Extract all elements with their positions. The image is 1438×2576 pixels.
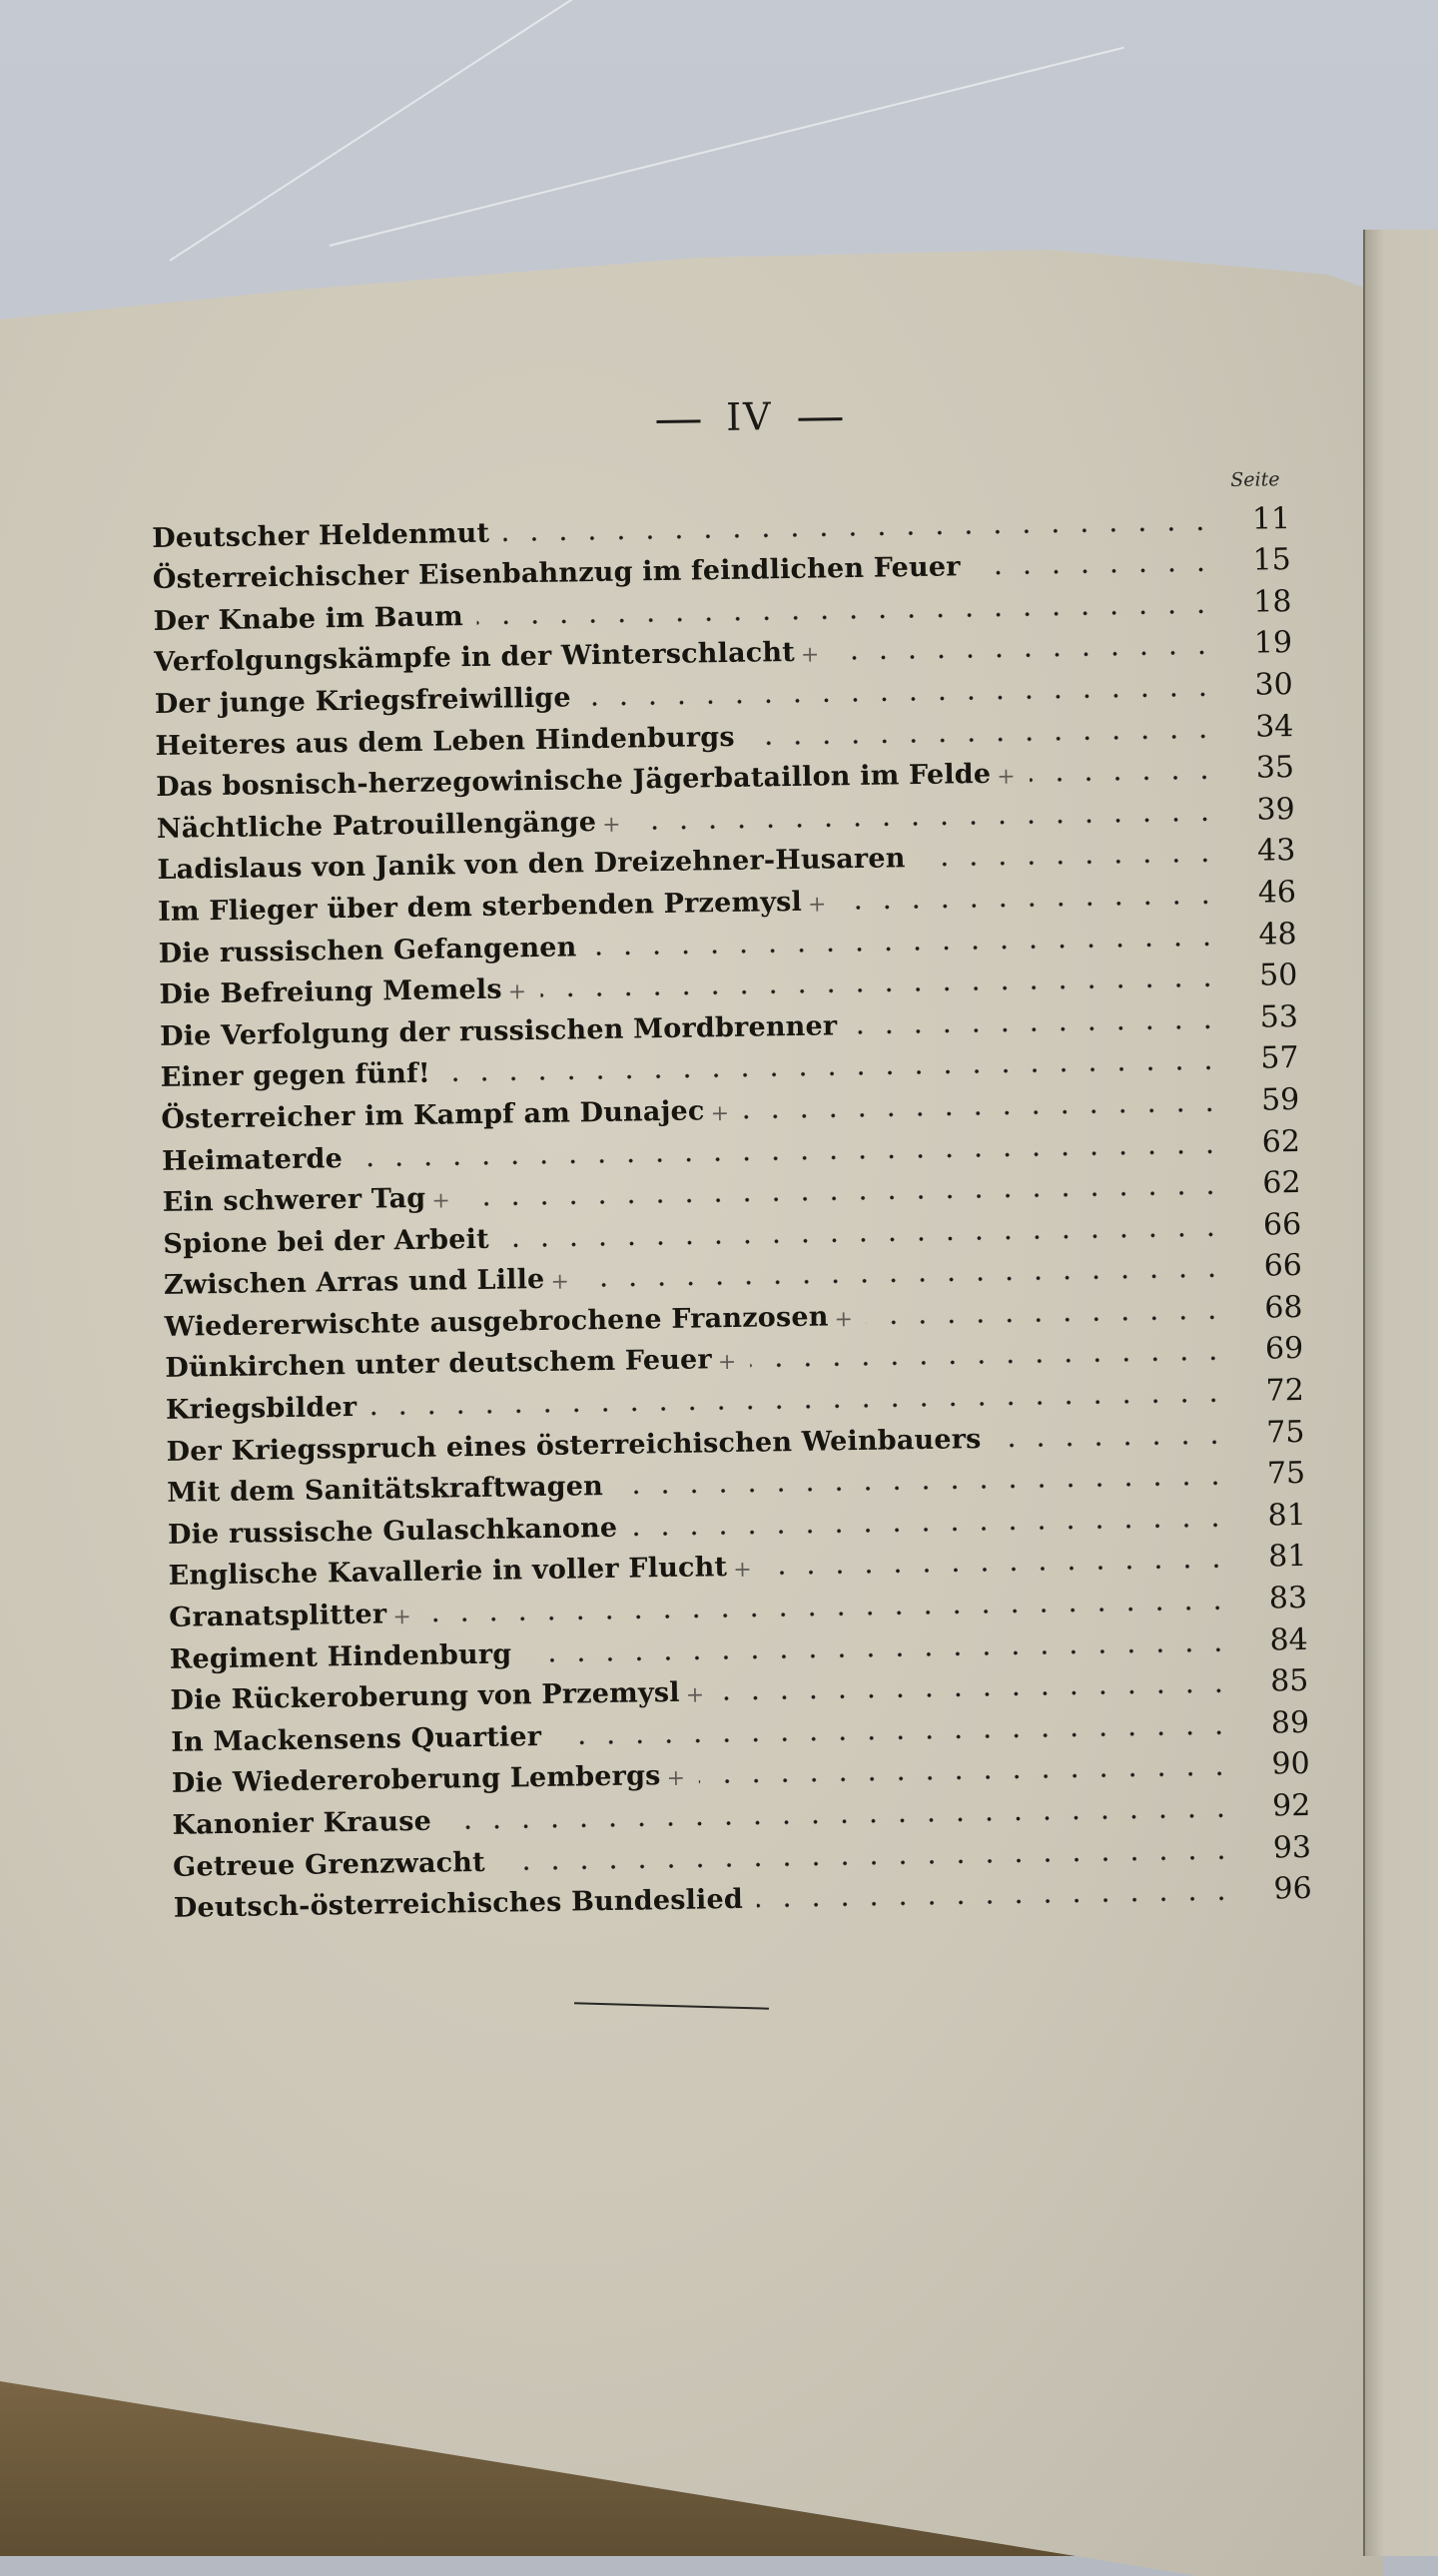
toc-entry-page: 93	[1272, 1829, 1312, 1866]
dot-leader	[635, 817, 1219, 830]
toc-entry-title: In Mackensens Quartier	[170, 1720, 542, 1758]
toc-entry-title: Ladislaus von Janik von den Dreizehner-Husaren	[157, 843, 906, 887]
pencil-cross-mark-icon: +	[431, 1188, 451, 1214]
toc-entry-title: Heimaterde	[161, 1142, 344, 1177]
toc-entry-page: 81	[1267, 1539, 1307, 1575]
dot-leader	[867, 1315, 1227, 1325]
pencil-cross-mark-icon: +	[601, 812, 621, 838]
toc-entry-page: 46	[1257, 874, 1297, 911]
toc-entry-page: 18	[1252, 583, 1292, 620]
toc-entry-title: Granatsplitter	[169, 1599, 387, 1633]
toc-entry-title: Englische Kavallerie in voller Flucht	[168, 1552, 728, 1593]
toc-entry-page: 75	[1266, 1456, 1306, 1492]
toc-entry-title: Ein schwerer Tag	[162, 1182, 426, 1218]
pencil-cross-mark-icon: +	[997, 764, 1016, 790]
toc-entry-page: 15	[1252, 542, 1292, 578]
table-of-contents	[152, 494, 1312, 1924]
toc-entry-page: 66	[1263, 1248, 1303, 1284]
dot-leader	[718, 1688, 1232, 1700]
toc-entry-title: Nächtliche Patrouillengänge	[156, 806, 597, 845]
toc-entry-page: 84	[1269, 1621, 1309, 1658]
toc-entry-page: 48	[1258, 916, 1297, 953]
next-page-edge	[1363, 230, 1438, 2556]
toc-entry-title: Der junge Kriegsfreiwillige	[154, 682, 571, 720]
toc-entry-title: Österreichischer Eisenbahnzug im feindlichen Feuer	[152, 551, 961, 596]
toc-entry-title: Die russischen Gefangenen	[158, 931, 577, 969]
page-column-header: Seite	[1230, 468, 1280, 492]
toc-entry-page: 11	[1251, 500, 1291, 537]
pencil-cross-mark-icon: +	[717, 1350, 737, 1376]
pencil-cross-mark-icon: +	[392, 1605, 412, 1630]
toc-entry-title: Wiedererwischte ausgebrochene Franzosen	[164, 1301, 829, 1343]
toc-entry-title: Der Kriegsspruch eines österreichischen Weinbauers	[166, 1423, 982, 1468]
dot-leader	[840, 900, 1220, 910]
pencil-cross-mark-icon: +	[807, 892, 827, 918]
dot-leader	[757, 1896, 1236, 1908]
pencil-cross-mark-icon: +	[666, 1766, 686, 1792]
dot-leader	[851, 1024, 1222, 1034]
toc-entry-page: 85	[1269, 1663, 1309, 1699]
toc-entry-page: 30	[1254, 667, 1293, 703]
dot-leader	[749, 734, 1218, 745]
pencil-cross-mark-icon: +	[507, 979, 527, 1005]
dot-leader	[699, 1772, 1234, 1784]
dash-right	[799, 417, 843, 421]
dot-leader	[750, 1357, 1227, 1369]
toc-entry-page: 96	[1273, 1871, 1312, 1907]
dot-leader	[766, 1565, 1231, 1576]
toc-entry-page: 35	[1255, 750, 1295, 786]
toc-entry-page: 92	[1271, 1787, 1311, 1824]
dot-leader	[975, 567, 1215, 575]
toc-entry-page: 62	[1262, 1165, 1301, 1201]
toc-entry-title: Die Verfolgung der russischen Mordbrenner	[159, 1009, 838, 1052]
toc-entry-page: 81	[1267, 1497, 1307, 1534]
toc-entry-page: 59	[1260, 1081, 1300, 1118]
toc-entry-title: Heiteres aus dem Leben Hindenburgs	[155, 721, 736, 762]
toc-entry-title: Die Wiedereroberung Lembergs	[171, 1760, 661, 1800]
toc-entry-title: Spione bei der Arbeit	[163, 1223, 489, 1260]
toc-entry-page: 68	[1264, 1289, 1303, 1326]
pencil-cross-mark-icon: +	[710, 1100, 730, 1127]
dash-left	[656, 419, 700, 423]
toc-entry-page: 19	[1253, 625, 1293, 662]
toc-entry-page: 83	[1268, 1580, 1308, 1616]
toc-entry-title: Dünkirchen unter deutschem Feuer	[165, 1344, 713, 1385]
pencil-cross-mark-icon: +	[550, 1269, 570, 1296]
toc-entry-title: Mit dem Sanitätskraftwagen	[167, 1471, 604, 1510]
pencil-cross-mark-icon: +	[733, 1558, 752, 1584]
toc-entry-page: 50	[1258, 958, 1298, 993]
toc-entry-title: Die Rückeroberung von Przemysl	[170, 1677, 680, 1717]
dot-leader	[833, 651, 1216, 661]
toc-entry-title: Österreicher im Kampf am Dunajec	[161, 1095, 705, 1135]
toc-entry-title: Im Flieger über dem sterbenden Przemysl	[157, 886, 803, 928]
toc-entry-title: Regiment Hindenburg	[169, 1638, 512, 1675]
pencil-cross-mark-icon: +	[834, 1306, 854, 1333]
toc-entry-title: Deutscher Heldenmut	[152, 517, 490, 554]
toc-entry-page: 62	[1261, 1123, 1301, 1160]
toc-entry-title: Zwischen Arras und Lille	[163, 1264, 545, 1302]
dot-leader	[1030, 775, 1218, 782]
toc-entry-page: 57	[1260, 1040, 1299, 1076]
dot-leader	[920, 859, 1220, 868]
toc-entry-page: 89	[1270, 1704, 1310, 1741]
toc-entry-page: 53	[1259, 998, 1299, 1035]
pencil-cross-mark-icon: +	[685, 1682, 705, 1708]
toc-entry-page: 43	[1256, 833, 1296, 869]
toc-entry-title: Kanonier Krause	[172, 1805, 432, 1841]
toc-entry-page: 69	[1264, 1331, 1304, 1368]
toc-entry-title: Das bosnisch-herzegowinische Jägerbataillon im Felde	[155, 758, 992, 804]
toc-entry-page: 66	[1262, 1206, 1302, 1243]
toc-entry-title: Verfolgungskämpfe in der Winterschlacht	[153, 637, 796, 679]
toc-entry-title: Die russische Gulaschkanone	[167, 1512, 618, 1551]
toc-entry-title: Kriegsbilder	[165, 1391, 358, 1426]
toc-entry-title: Deutsch-österreichisches Bundeslied	[173, 1884, 744, 1924]
page-number: IV	[725, 394, 773, 439]
toc-entry-page: 90	[1271, 1746, 1310, 1782]
toc-entry-page: 34	[1254, 708, 1294, 745]
dot-leader	[743, 1107, 1223, 1119]
toc-entry-page: 39	[1256, 791, 1295, 828]
pencil-cross-mark-icon: +	[800, 642, 820, 669]
page-number-header	[599, 392, 900, 441]
dot-leader	[996, 1440, 1229, 1448]
toc-entry-title: Der Knabe im Baum	[153, 600, 464, 637]
toc-entry-page: 75	[1266, 1414, 1305, 1451]
toc-entry-title: Die Befreiung Memels	[159, 973, 502, 1011]
toc-entry-page: 72	[1265, 1373, 1305, 1409]
toc-entry-title: Einer gegen fünf!	[160, 1057, 431, 1094]
toc-entry-title: Getreue Grenzwacht	[172, 1846, 485, 1883]
